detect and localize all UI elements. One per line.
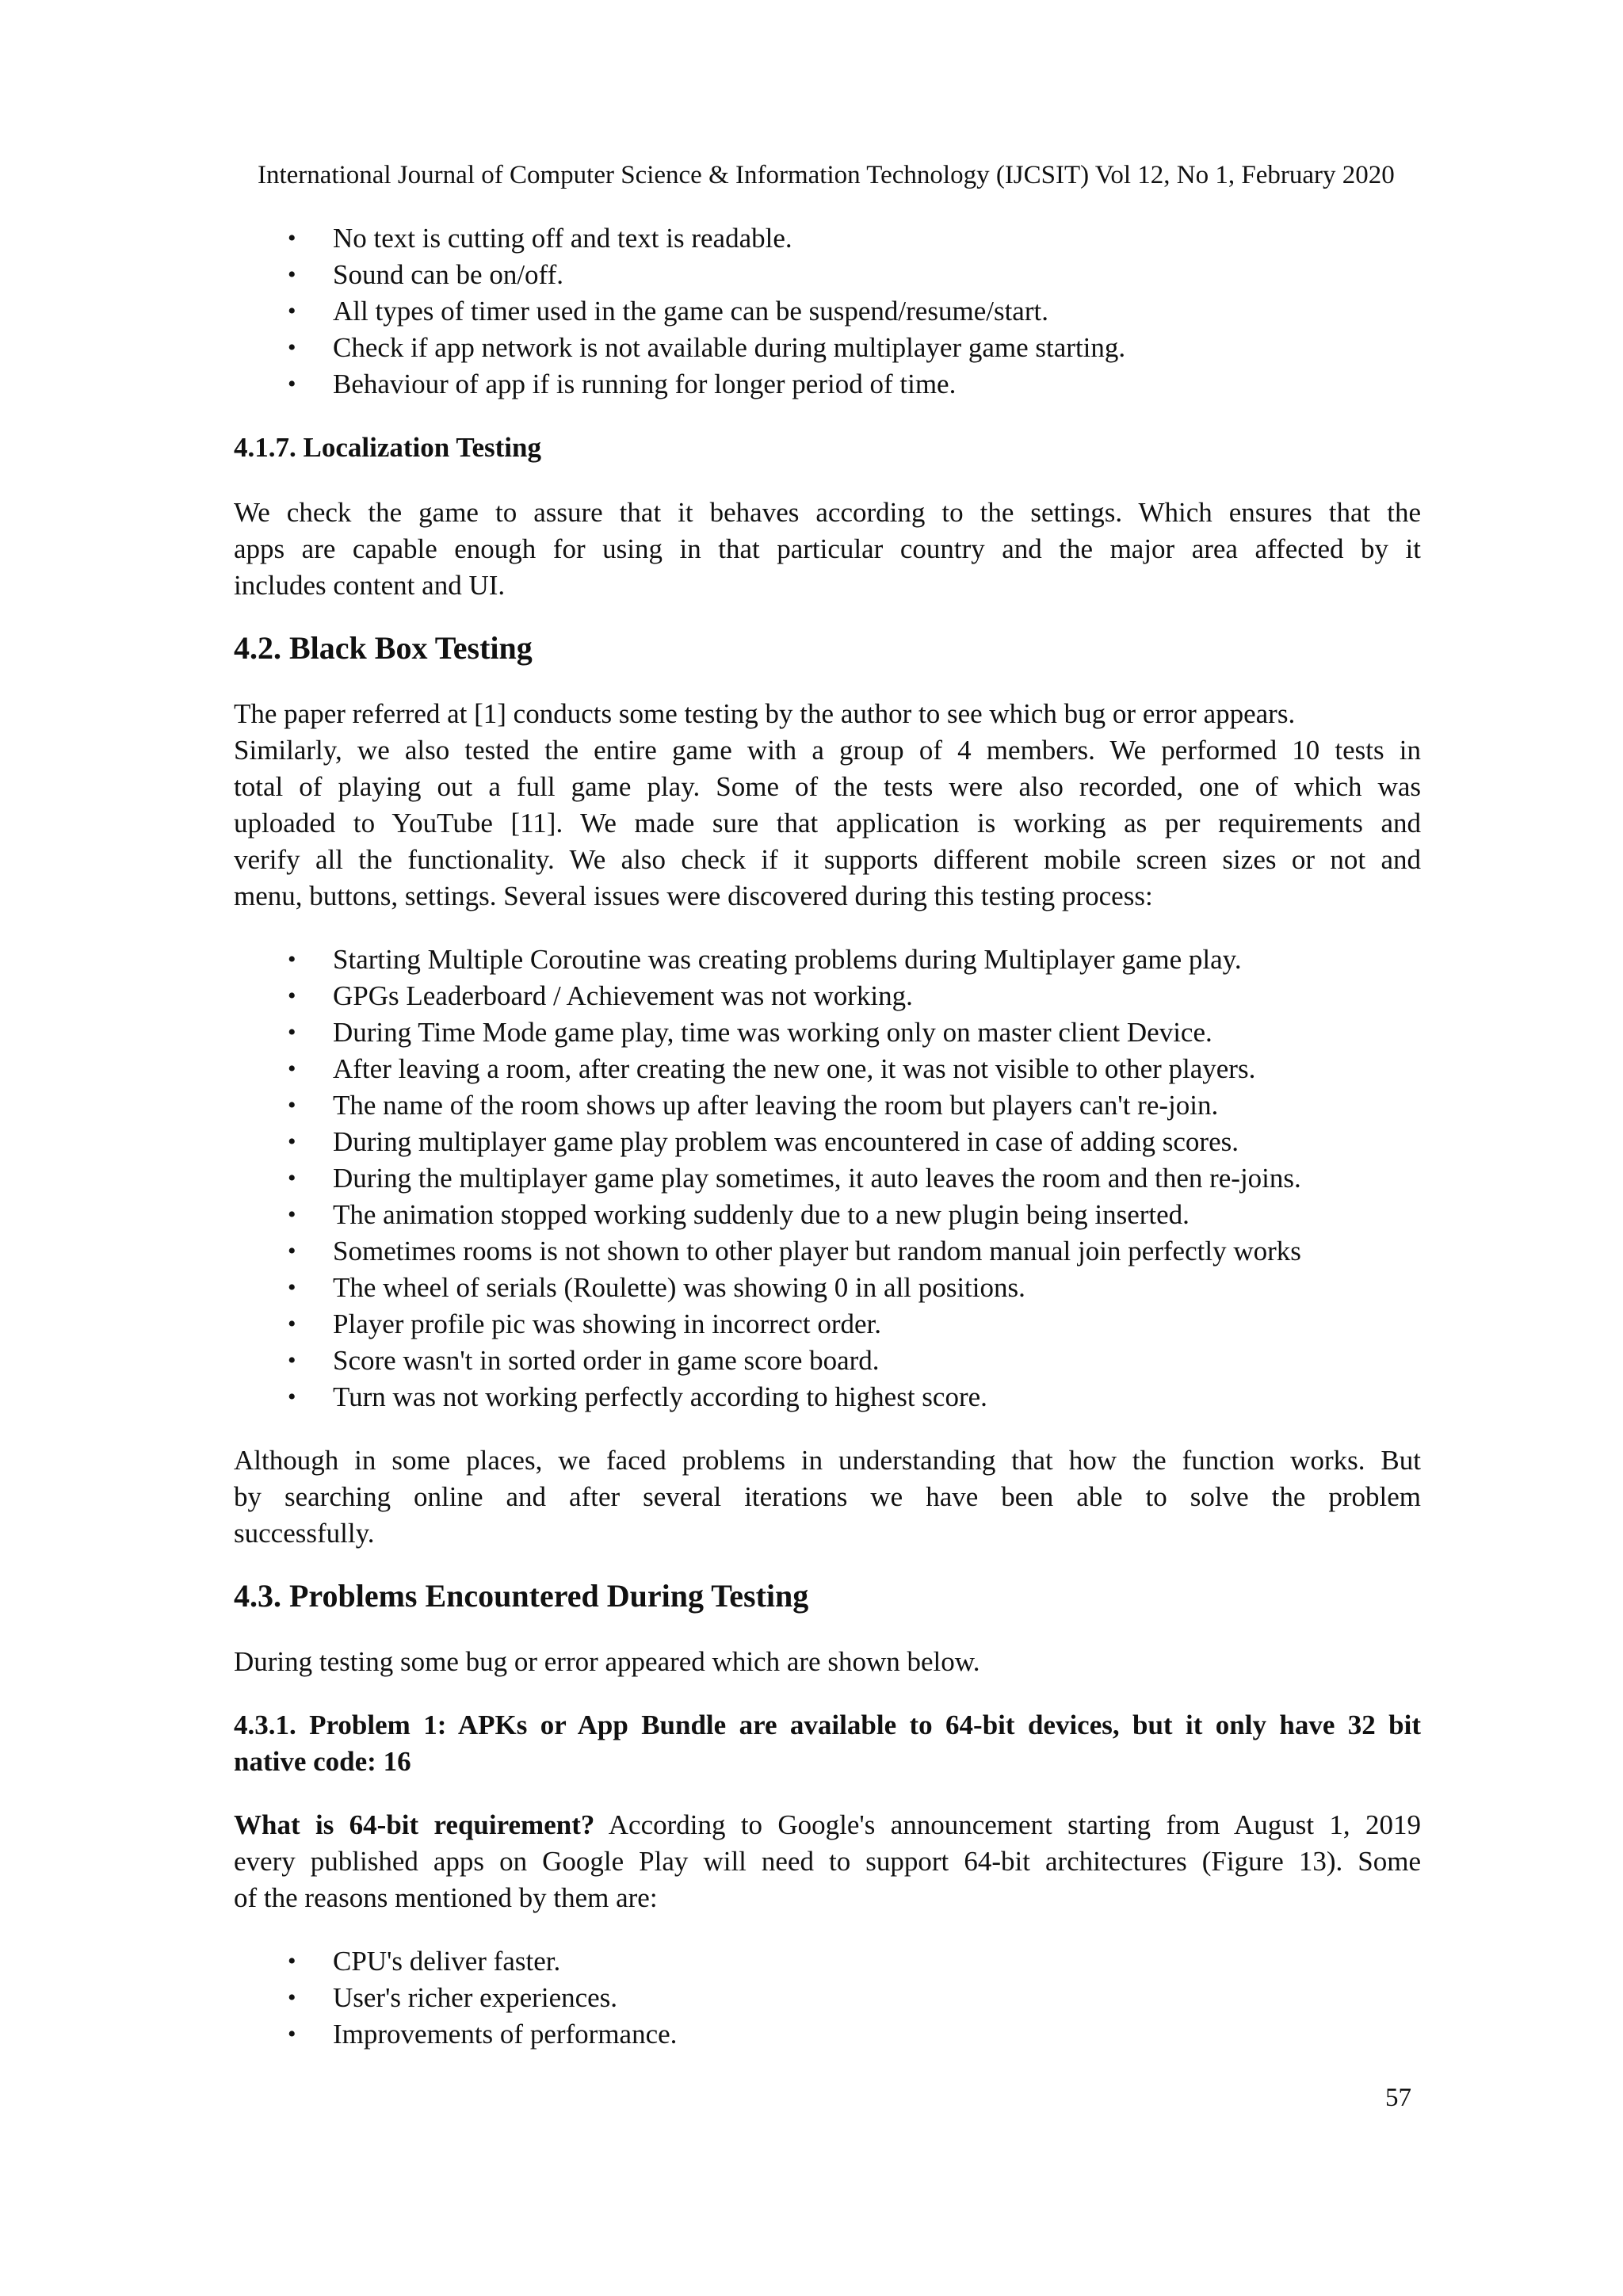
paragraph-line: What is 64-bit requirement? According to Google's announcement starting from August 1, 2019	[234, 1809, 1421, 1840]
list-item: • During Time Mode game play, time was working only on master client Device.	[234, 1014, 1421, 1051]
list-item: • The wheel of serials (Roulette) was showing 0 in all positions.	[234, 1270, 1421, 1306]
list-item: • During multiplayer game play problem was encountered in case of adding scores.	[234, 1124, 1421, 1160]
heading-line: 4.3.1. Problem 1: APKs or App Bundle are available to 64-bit devices, but it only have 32 bit	[234, 1710, 1421, 1740]
paragraph-intro: During testing some bug or error appeared which are shown below.	[234, 1646, 980, 1677]
bullet-icon: •	[288, 334, 296, 361]
bullet-icon: •	[288, 1274, 296, 1301]
bullet-icon: •	[288, 1019, 296, 1045]
list-item: • User's richer experiences.	[234, 1980, 1421, 2016]
requirement-label: What is 64-bit requirement?	[234, 1809, 595, 1840]
bullet-icon: •	[288, 225, 296, 251]
bullet-icon: •	[288, 2021, 296, 2047]
bullet-list-reasons	[234, 1943, 1421, 2053]
bullet-icon: •	[288, 262, 296, 288]
paragraph-line: Similarly, we also tested the entire game with a group of 4 members. We performed 10 tests in	[234, 735, 1421, 766]
bullet-list-top	[234, 220, 1421, 403]
section-heading-4-2: 4.2. Black Box Testing	[234, 630, 533, 666]
list-item: • CPU's deliver faster.	[234, 1943, 1421, 1980]
paragraph-line: The paper referred at [1] conducts some testing by the author to see which bug or error appears.	[234, 698, 1296, 729]
bullet-list-issues	[234, 942, 1421, 1415]
bullet-icon: •	[288, 1165, 296, 1191]
bullet-icon: •	[288, 1985, 296, 2011]
list-item: • During the multiplayer game play sometimes, it auto leaves the room and then re-joins.	[234, 1160, 1421, 1197]
bullet-icon: •	[288, 1129, 296, 1155]
section-heading-4-1-7: 4.1.7. Localization Testing	[234, 432, 541, 463]
list-item: • Sound can be on/off.	[234, 257, 1421, 293]
list-item: • After leaving a room, after creating the new one, it was not visible to other players.	[234, 1051, 1421, 1087]
list-item: • Turn was not working perfectly according to highest score.	[234, 1379, 1421, 1415]
paragraph-black-box	[234, 696, 1421, 915]
paragraph-closing	[234, 1442, 1421, 1552]
page-content	[234, 220, 1421, 2053]
bullet-icon: •	[288, 983, 296, 1009]
bullet-icon: •	[288, 1311, 296, 1337]
list-item: • The animation stopped working suddenly due to a new plugin being inserted.	[234, 1197, 1421, 1233]
paragraph-line: includes content and UI.	[234, 570, 506, 601]
list-item: • Sometimes rooms is not shown to other player but random manual join perfectly works	[234, 1233, 1421, 1270]
paragraph-line: total of playing out a full game play. Some of the tests were also recorded, one of which was	[234, 771, 1421, 802]
list-item: • GPGs Leaderboard / Achievement was not working.	[234, 978, 1421, 1014]
paragraph-line: We check the game to assure that it behaves according to the settings. Which ensures that the	[234, 497, 1421, 528]
bullet-icon: •	[288, 1384, 296, 1410]
section-heading-4-3: 4.3. Problems Encountered During Testing	[234, 1578, 809, 1614]
list-item: • No text is cutting off and text is readable.	[234, 220, 1421, 257]
list-item: • Check if app network is not available during multiplayer game starting.	[234, 330, 1421, 366]
paragraph-line: uploaded to YouTube [11]. We made sure that application is working as per requirements and	[234, 808, 1421, 839]
page-number: 57	[1385, 2084, 1411, 2112]
list-item: • Behaviour of app if is running for longer period of time.	[234, 366, 1421, 403]
bullet-icon: •	[288, 1056, 296, 1082]
paragraph-requirement	[234, 1807, 1421, 1916]
bullet-icon: •	[288, 1201, 296, 1228]
list-item: • Score wasn't in sorted order in game score board.	[234, 1343, 1421, 1379]
heading-line: native code: 16	[234, 1746, 411, 1777]
running-header: International Journal of Computer Science & Information Technology (IJCSIT) Vol 12, No 1, February 2020	[258, 161, 1395, 189]
paragraph-line: verify all the functionality. We also check if it supports different mobile screen sizes or not and	[234, 844, 1421, 875]
bullet-icon: •	[288, 1238, 296, 1264]
bullet-icon: •	[288, 298, 296, 324]
paragraph-line: by searching online and after several iterations we have been able to solve the problem	[234, 1481, 1421, 1512]
paragraph-line: Although in some places, we faced problems in understanding that how the function works. But	[234, 1445, 1421, 1476]
bullet-icon: •	[288, 371, 296, 397]
list-item: • All types of timer used in the game can be suspend/resume/start.	[234, 293, 1421, 330]
list-item: • Player profile pic was showing in incorrect order.	[234, 1306, 1421, 1343]
paragraph-line: apps are capable enough for using in that particular country and the major area affected by it	[234, 533, 1421, 564]
list-item: • The name of the room shows up after leaving the room but players can't re-join.	[234, 1087, 1421, 1124]
paragraph-line: of the reasons mentioned by them are:	[234, 1882, 658, 1913]
paragraph-line: successfully.	[234, 1518, 375, 1549]
list-item: • Starting Multiple Coroutine was creating problems during Multiplayer game play.	[234, 942, 1421, 978]
bullet-icon: •	[288, 1092, 296, 1118]
paragraph-line: every published apps on Google Play will need to support 64-bit architectures (Figure 13). Some	[234, 1846, 1421, 1877]
bullet-icon: •	[288, 1347, 296, 1373]
bullet-icon: •	[288, 1948, 296, 1974]
list-item: • Improvements of performance.	[234, 2016, 1421, 2053]
paragraph-localization	[234, 495, 1421, 604]
paragraph-line: menu, buttons, settings. Several issues were discovered during this testing process:	[234, 881, 1153, 911]
bullet-icon: •	[288, 946, 296, 972]
subsection-heading-4-3-1	[234, 1707, 1421, 1780]
